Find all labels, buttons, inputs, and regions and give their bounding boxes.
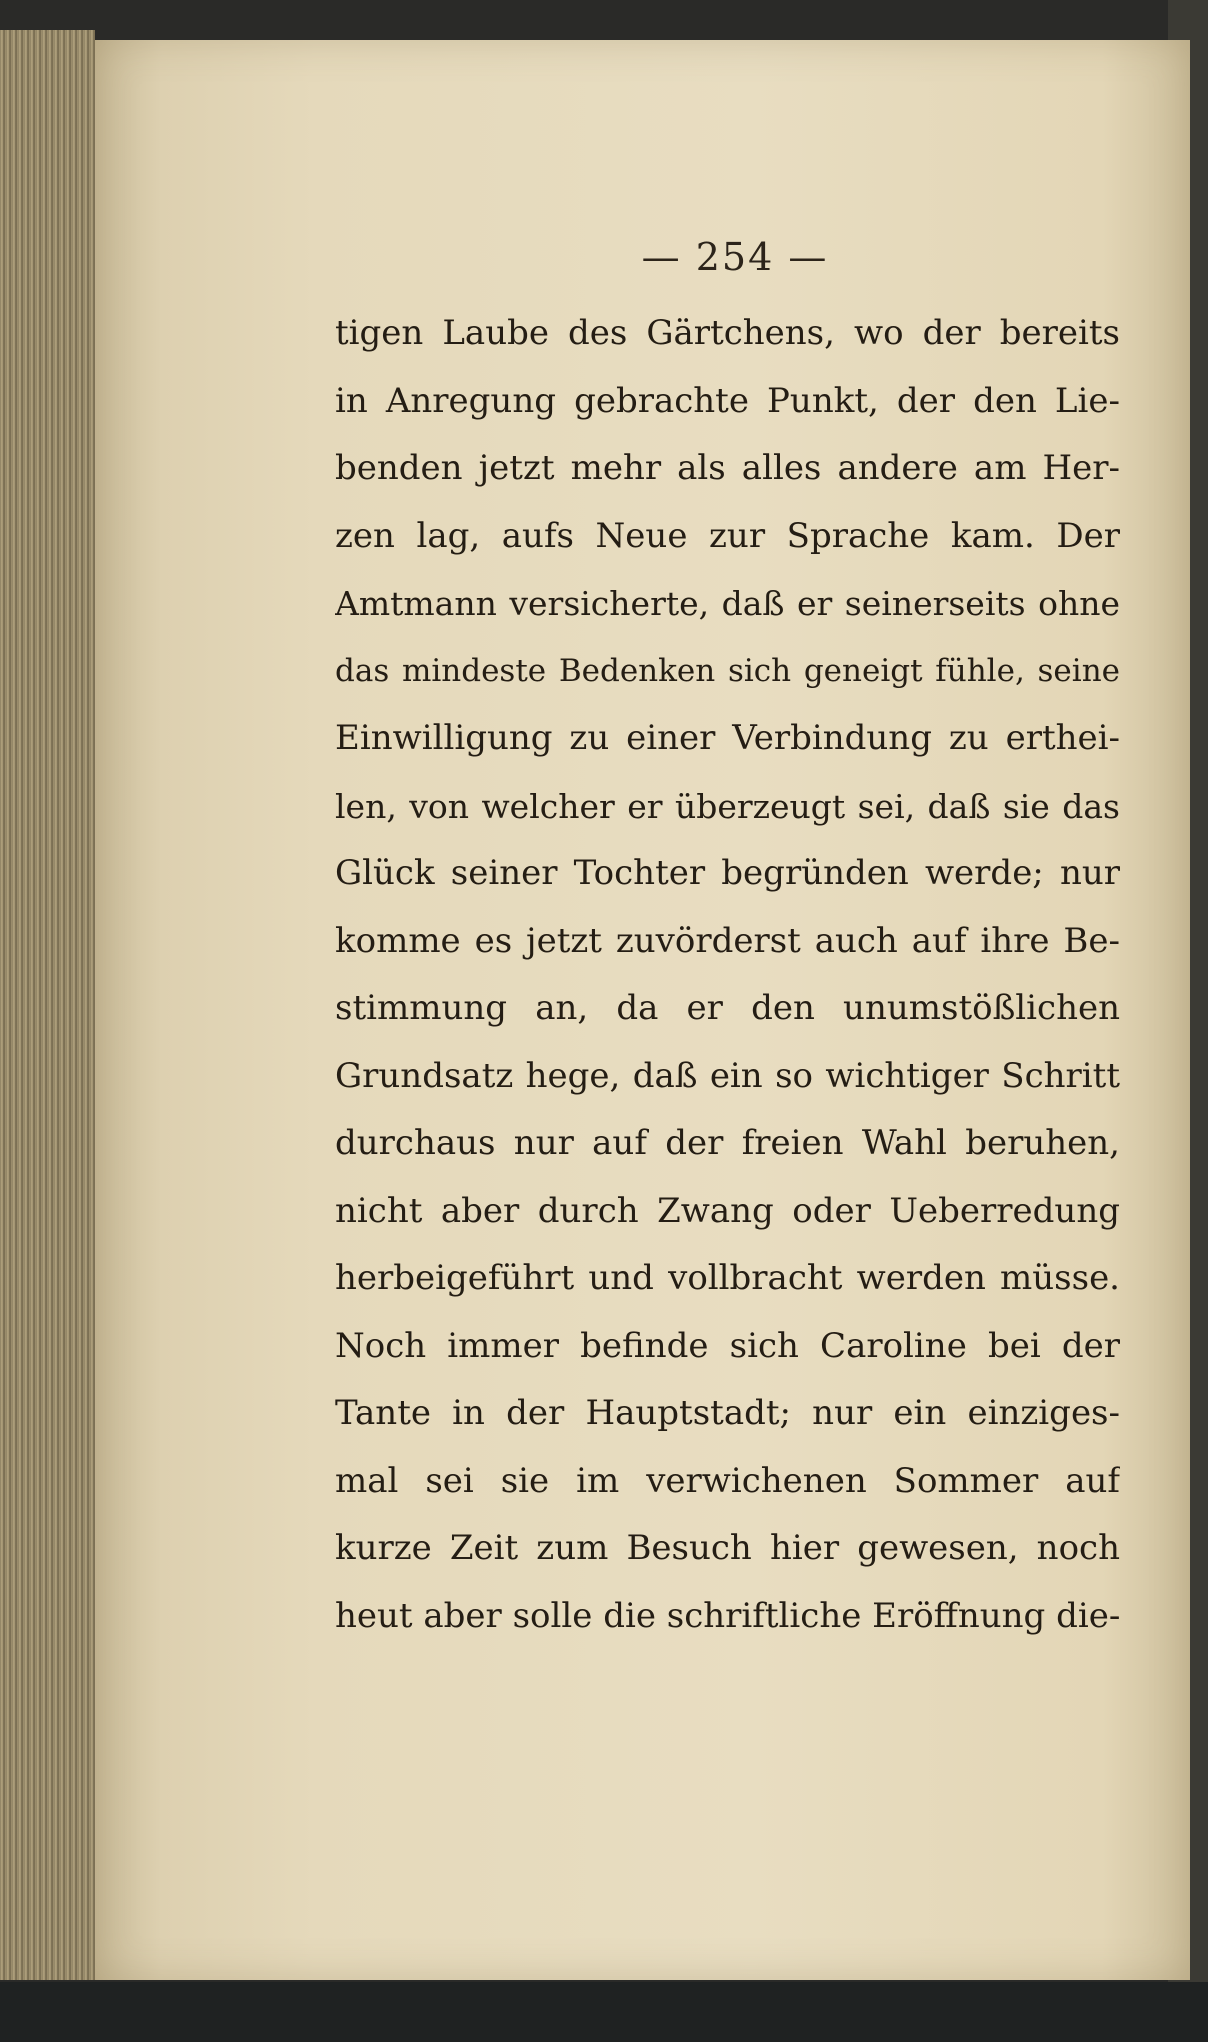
text-line: Amtmann versicherte, daß er seinerseits ohne [335, 584, 1120, 623]
text-line: das mindeste Bedenken sich geneigt fühle, seine [335, 652, 1120, 689]
text-line: Tante in der Hauptstadt; nur ein einziges- [335, 1393, 1120, 1433]
text-line: nicht aber durch Zwang oder Ueberredung [335, 1190, 1120, 1231]
text-line: durchaus nur auf der freien Wahl beruhen, [335, 1123, 1120, 1163]
text-line: Noch immer befinde sich Caroline bei der [335, 1325, 1120, 1366]
page-edges-left [0, 30, 95, 1980]
text-line: zen lag, aufs Neue zur Sprache kam. Der [335, 515, 1120, 556]
body-text [335, 300, 1120, 1650]
text-line: stimmung an, da er den unumstößlichen [335, 988, 1120, 1028]
text-line: heut aber solle die schriftliche Eröffnung die- [335, 1595, 1120, 1636]
text-line: Einwilligung zu einer Verbindung zu erthei- [335, 718, 1120, 758]
text-line: mal sei sie im verwichenen Sommer auf [335, 1460, 1120, 1501]
text-line: Grundsatz hege, daß ein so wichtiger Schritt [335, 1055, 1120, 1096]
page-number: — 254 — [641, 235, 829, 279]
text-line: len, von welcher er überzeugt sei, daß sie das [335, 786, 1120, 826]
text-line: in Anregung gebrachte Punkt, der den Lie- [335, 380, 1120, 421]
text-line: herbeigeführt und vollbracht werden müsse. [335, 1258, 1120, 1298]
text-line: tigen Laube des Gärtchens, wo der bereits [335, 313, 1120, 353]
text-line: benden jetzt mehr als alles andere am Her- [335, 448, 1120, 488]
text-line: komme es jetzt zuvörderst auch auf ihre Be- [335, 920, 1120, 961]
text-line: kurze Zeit zum Besuch hier gewesen, noch [335, 1528, 1120, 1568]
scan-bottom-edge [0, 1982, 1208, 2042]
text-line: Glück seiner Tochter begründen werde; nur [335, 853, 1120, 893]
